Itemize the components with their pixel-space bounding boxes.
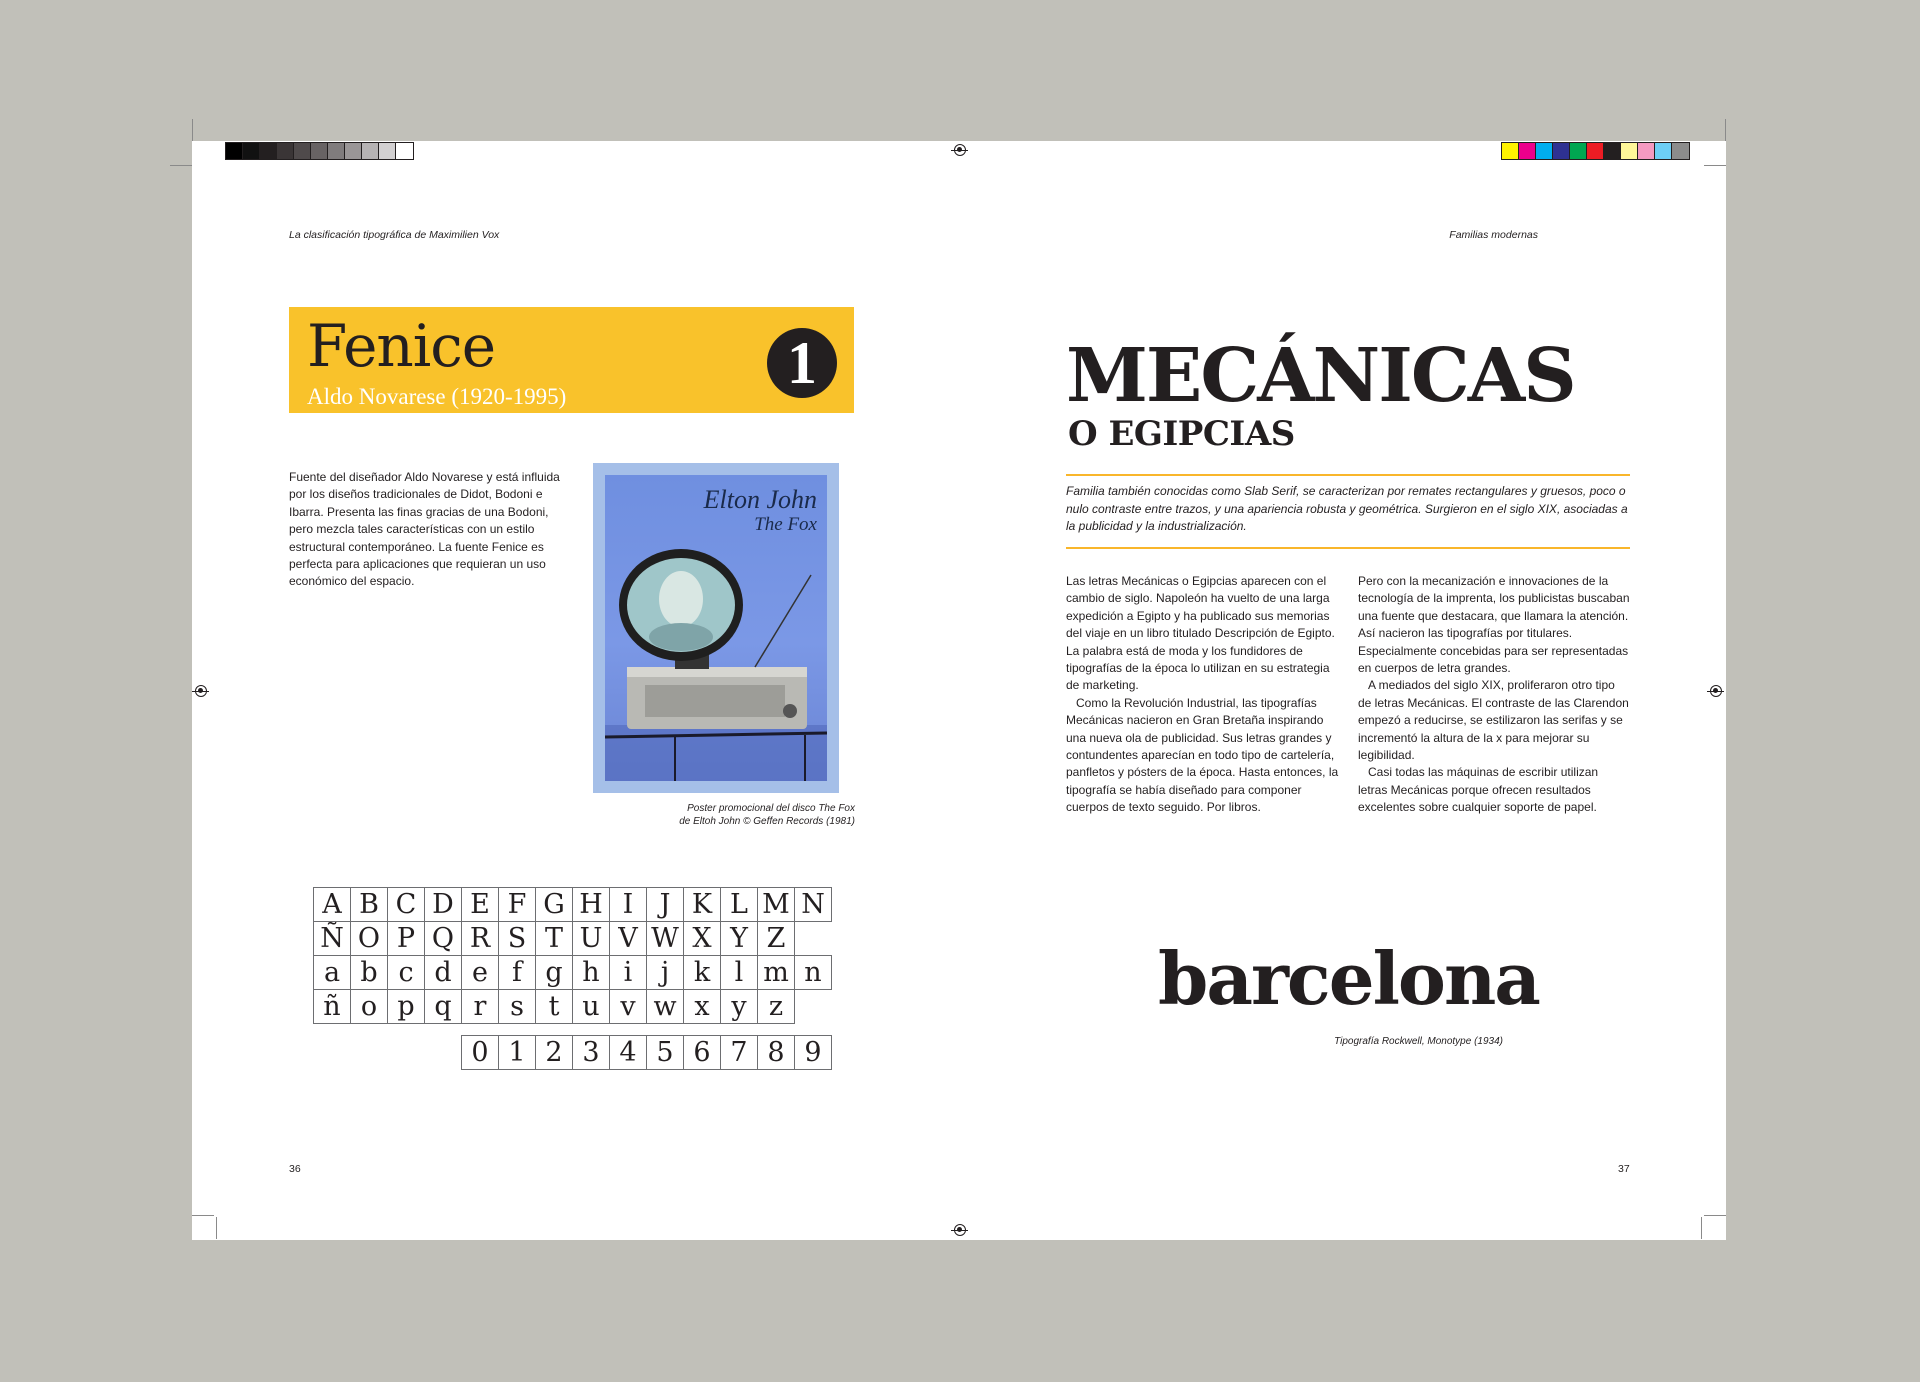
glyph-cell: R [462, 922, 499, 956]
registration-mark-icon [954, 144, 966, 156]
glyph-cell: o [351, 990, 388, 1024]
glyph-cell: A [314, 888, 351, 922]
color-swatch [243, 143, 260, 159]
section-subtitle: O EGIPCIAS [1068, 414, 1295, 454]
crop-mark [1725, 119, 1726, 141]
glyph-cell: y [721, 990, 758, 1024]
glyph-cell: q [425, 990, 462, 1024]
crop-mark [216, 1217, 217, 1239]
glyph-cell: Ñ [314, 922, 351, 956]
glyph-cell [795, 922, 832, 956]
digit-cell: 7 [721, 1036, 758, 1070]
color-swatch [294, 143, 311, 159]
glyph-cell: h [573, 956, 610, 990]
glyph-row [314, 922, 832, 956]
glyph-cell: d [425, 956, 462, 990]
glyph-cell: X [684, 922, 721, 956]
glyph-cell: c [388, 956, 425, 990]
accent-rule-bottom [1066, 547, 1630, 549]
digit-cell: 9 [795, 1036, 832, 1070]
glyph-cell: T [536, 922, 573, 956]
television-illustration [605, 475, 827, 781]
glyph-cell: z [758, 990, 795, 1024]
digit-cell: 1 [499, 1036, 536, 1070]
crop-mark [1701, 1217, 1702, 1239]
glyph-row [314, 888, 832, 922]
album-poster-image [593, 463, 839, 793]
body-paragraph: Casi todas las máquinas de escribir utilizan letras Mecánicas porque ofrecen resultados excelentes sobre cualquier soporte de papel. [1358, 765, 1599, 815]
digit-specimen-row [461, 1035, 832, 1070]
specimen-word: barcelona [1158, 936, 1539, 1021]
glyph-cell: S [499, 922, 536, 956]
glyph-cell: i [610, 956, 647, 990]
poster-caption [593, 802, 855, 828]
section-number-badge: 1 [767, 328, 837, 398]
glyph-cell: M [758, 888, 795, 922]
glyph-cell: W [647, 922, 684, 956]
color-swatch [1604, 143, 1621, 159]
color-swatch [1502, 143, 1519, 159]
poster-artwork [605, 475, 827, 781]
body-column-1 [1066, 573, 1341, 817]
crop-mark [1704, 165, 1726, 166]
glyph-row [314, 990, 832, 1024]
glyph-row [314, 956, 832, 990]
digit-cell: 8 [758, 1036, 795, 1070]
body-column-2 [1358, 573, 1630, 817]
right-running-head: Familias modernas [1449, 229, 1538, 241]
section-lead: Familia también conocidas como Slab Serif, se caracterizan por remates rectangulares y gruesos, poco o nulo contraste entre trazos, y una apariencia robusta y geométrica. Surgieron en el siglo XIX, asociadas a la publicidad y la industrialización. [1066, 484, 1628, 534]
glyph-cell: l [721, 956, 758, 990]
digit-row [462, 1036, 832, 1070]
glyph-cell: O [351, 922, 388, 956]
color-swatch [1621, 143, 1638, 159]
glyph-cell: E [462, 888, 499, 922]
left-page-number: 36 [289, 1163, 301, 1175]
color-swatch [1638, 143, 1655, 159]
poster-caption-line: de Eltoh John © Geffen Records (1981) [679, 816, 855, 827]
color-swatch [260, 143, 277, 159]
color-swatch [379, 143, 396, 159]
font-title-box [289, 307, 854, 413]
glyph-cell: f [499, 956, 536, 990]
glyph-cell: H [573, 888, 610, 922]
body-paragraph: Pero con la mecanización e innovaciones de la tecnología de la imprenta, los publicistas buscaban una fuente que destacara, que llamara la atención. Así nacieron las tipografías por titulares. Especialmente concebidas para ser representadas en cuerpos de letra grandes. [1358, 574, 1630, 676]
poster-title-album: The Fox [754, 514, 817, 535]
color-swatch [226, 143, 243, 159]
glyph-cell: g [536, 956, 573, 990]
glyph-cell: u [573, 990, 610, 1024]
glyph-cell: s [499, 990, 536, 1024]
glyph-cell: Y [721, 922, 758, 956]
registration-mark-icon [954, 1224, 966, 1236]
glyph-cell: N [795, 888, 832, 922]
glyph-cell: e [462, 956, 499, 990]
glyph-cell [795, 990, 832, 1024]
glyph-cell: k [684, 956, 721, 990]
glyph-cell: b [351, 956, 388, 990]
color-swatch [328, 143, 345, 159]
body-paragraph: A mediados del siglo XIX, proliferaron otro tipo de letras Mecánicas. El contraste de las Clarendon empezó a reducirse, se estilizaron las serifas y se incrementó la altura de la x para mejorar su legibilidad. [1358, 678, 1629, 763]
color-swatch [1553, 143, 1570, 159]
glyph-cell: F [499, 888, 536, 922]
font-description [289, 469, 561, 591]
left-running-head: La clasificación tipográfica de Maximilien Vox [289, 229, 500, 241]
glyph-cell: t [536, 990, 573, 1024]
glyph-cell: n [795, 956, 832, 990]
color-swatch [1519, 143, 1536, 159]
color-swatch [1570, 143, 1587, 159]
digit-cell: 3 [573, 1036, 610, 1070]
color-swatch [311, 143, 328, 159]
glyph-cell: B [351, 888, 388, 922]
glyph-cell: J [647, 888, 684, 922]
color-swatch [1672, 143, 1689, 159]
color-swatch [277, 143, 294, 159]
glyph-cell: V [610, 922, 647, 956]
font-designer: Aldo Novarese (1920-1995) [307, 384, 567, 409]
digit-cell: 5 [647, 1036, 684, 1070]
glyph-cell: j [647, 956, 684, 990]
color-swatch [1536, 143, 1553, 159]
grayscale-color-bar [225, 142, 414, 160]
digit-cell: 4 [610, 1036, 647, 1070]
font-title: Fenice [307, 312, 496, 380]
digit-cell: 6 [684, 1036, 721, 1070]
color-swatch [345, 143, 362, 159]
glyph-cell: C [388, 888, 425, 922]
crop-mark [1704, 1215, 1726, 1216]
registration-mark-icon [1710, 685, 1722, 697]
glyph-cell: P [388, 922, 425, 956]
font-description-paragraph: Fuente del diseñador Aldo Novarese y está influida por los diseños tradicionales de Didot, Bodoni e Ibarra. Presenta las finas gracias de una Bodoni, pero mezcla tales características con un estilo estructural contemporáneo. La fuente Fenice es perfecta para aplicaciones que requieran un uso económico del espacio. [289, 470, 560, 589]
body-paragraph: Las letras Mecánicas o Egipcias aparecen con el cambio de siglo. Napoleón ha vuelto de una larga expedición a Egipto y ha publicado sus memorias del viaje en un libro titulado Descripción de Egipto. La palabra está de moda y los fundidores de tipografías de la época lo utilizan en su estrategia de marketing. [1066, 574, 1335, 693]
crop-mark [170, 165, 192, 166]
glyph-cell: Q [425, 922, 462, 956]
glyph-cell: Z [758, 922, 795, 956]
glyph-cell: I [610, 888, 647, 922]
poster-caption-line: Poster promocional del disco The Fox [687, 803, 855, 814]
glyph-cell: p [388, 990, 425, 1024]
glyph-cell: ñ [314, 990, 351, 1024]
crop-mark [192, 1215, 214, 1216]
color-swatch [362, 143, 379, 159]
color-swatch [1655, 143, 1672, 159]
glyph-specimen-grid [313, 887, 832, 1024]
glyph-cell: U [573, 922, 610, 956]
glyph-cell: x [684, 990, 721, 1024]
color-swatch [396, 143, 413, 159]
color-swatch [1587, 143, 1604, 159]
process-color-bar [1501, 142, 1690, 160]
right-page-number: 37 [1618, 1163, 1630, 1175]
glyph-cell: m [758, 956, 795, 990]
glyph-cell: a [314, 956, 351, 990]
digit-cell: 0 [462, 1036, 499, 1070]
specimen-caption: Tipografía Rockwell, Monotype (1934) [1334, 1036, 1503, 1047]
section-title: MECÁNICAS [1066, 333, 1575, 419]
body-paragraph: Como la Revolución Industrial, las tipografías Mecánicas nacieron en Gran Bretaña inspirando una nueva ola de publicidad. Sus letras grandes y contundentes aparecían en todo tipo de cartelería, panfletos y pósters de la época. Hasta entonces, la tipografía se había diseñado para componer cuerpos de texto seguido. Por libros. [1066, 695, 1339, 815]
glyph-cell: D [425, 888, 462, 922]
accent-rule-top [1066, 474, 1630, 476]
glyph-cell: r [462, 990, 499, 1024]
glyph-cell: G [536, 888, 573, 922]
glyph-cell: v [610, 990, 647, 1024]
glyph-cell: L [721, 888, 758, 922]
poster-title-artist: Elton John [703, 485, 817, 514]
magazine-spread [192, 141, 1726, 1240]
registration-mark-icon [195, 685, 207, 697]
glyph-cell: K [684, 888, 721, 922]
digit-cell: 2 [536, 1036, 573, 1070]
glyph-cell: w [647, 990, 684, 1024]
crop-mark [192, 119, 193, 141]
